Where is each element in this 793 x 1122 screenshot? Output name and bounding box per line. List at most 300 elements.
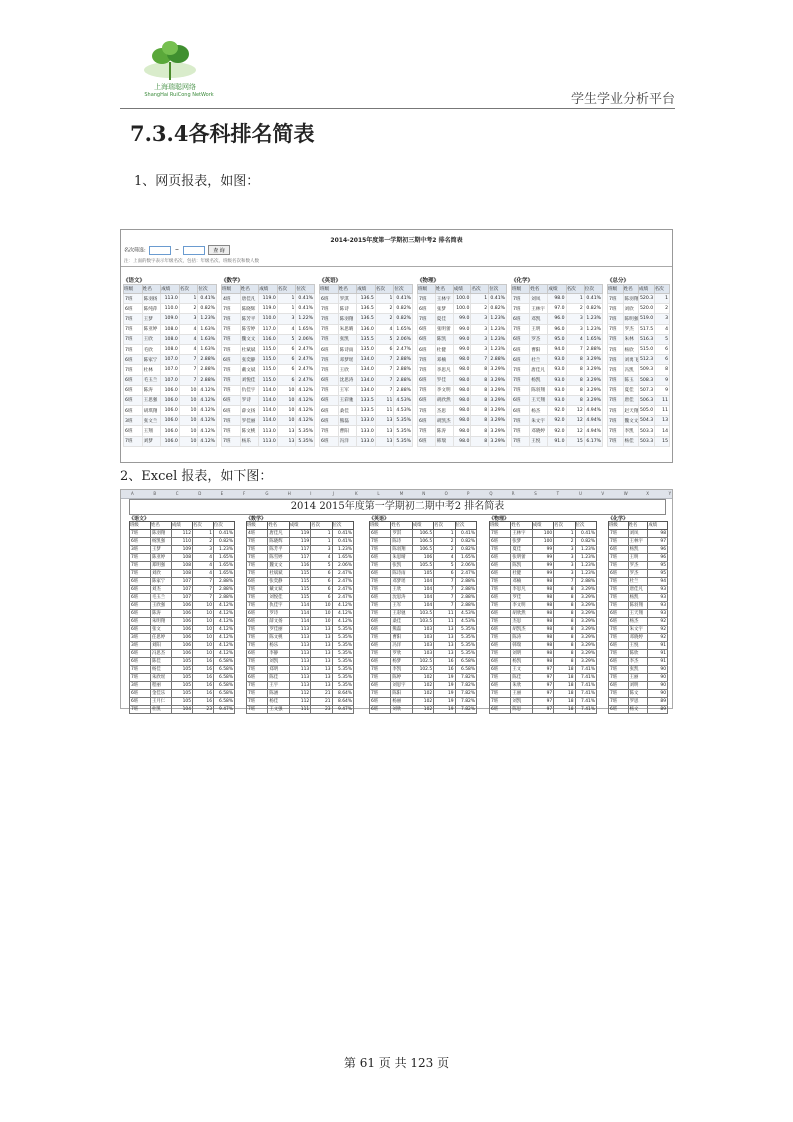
- table-cell: 王思强: [142, 395, 161, 405]
- table-cell: 杨佳: [268, 697, 289, 705]
- table-cell: 13: [311, 681, 332, 689]
- table-cell: 98.0: [453, 395, 471, 405]
- table-cell: 7班: [370, 545, 391, 553]
- table-row: [370, 689, 477, 697]
- table-row: [124, 395, 217, 405]
- table-row: [130, 569, 235, 577]
- table-cell: 3: [471, 314, 489, 324]
- table-cell: 91: [648, 657, 668, 665]
- table-cell: 7班: [370, 689, 391, 697]
- subject-label: 《化学》: [511, 278, 534, 284]
- table-cell: 13: [434, 633, 455, 641]
- table-cell: 4.12%: [332, 617, 353, 625]
- subject-label: 《数学》: [221, 278, 244, 284]
- table-row: [608, 426, 670, 436]
- table-row: [609, 529, 668, 537]
- table-cell: 7班: [222, 365, 241, 375]
- table-cell: 7班: [490, 673, 511, 681]
- table-cell: 陈凯: [435, 334, 453, 344]
- table-cell: 6班: [320, 406, 339, 416]
- table-cell: 4: [375, 324, 394, 334]
- table-cell: 6: [311, 577, 332, 585]
- table-cell: 4: [179, 324, 198, 334]
- table-cell: 王梦: [151, 545, 172, 553]
- table-cell: 7班: [609, 689, 629, 697]
- table-cell: 92.0: [548, 426, 566, 436]
- table-cell: 刘杰: [151, 585, 172, 593]
- table-cell: 戴文斌: [268, 585, 289, 593]
- table-cell: 桑佳: [391, 617, 412, 625]
- column-letter: G: [265, 491, 269, 496]
- table-cell: 10: [179, 426, 198, 436]
- excel-rank-table: [246, 521, 354, 714]
- table-cell: 106.5: [412, 529, 433, 537]
- table-cell: 97: [648, 537, 668, 545]
- table-cell: 13: [654, 416, 670, 426]
- query-button[interactable]: 查 询: [208, 245, 229, 255]
- table-row: [320, 324, 413, 334]
- table-cell: 2.88%: [584, 344, 602, 354]
- table-cell: 6班: [609, 657, 629, 665]
- table-cell: 2.47%: [455, 569, 476, 577]
- table-cell: 4.53%: [455, 609, 476, 617]
- table-cell: 21: [311, 697, 332, 705]
- table-cell: 韩瑞: [435, 436, 453, 446]
- table-cell: 7班: [608, 304, 624, 314]
- table-cell: 98.0: [453, 355, 471, 365]
- filter-note: 注：上面的数字表示年级名次，包括：年级名次、班级名次和数人数: [124, 259, 259, 264]
- table-cell: 93.0: [548, 375, 566, 385]
- table-cell: 7班: [130, 553, 151, 561]
- table-row: [222, 406, 315, 416]
- table-cell: 107: [172, 585, 193, 593]
- table-cell: 6: [311, 569, 332, 577]
- table-row: [247, 665, 354, 673]
- table-cell: 邓梦瑶: [391, 577, 412, 585]
- table-cell: 8: [554, 641, 575, 649]
- web-subject-block: [607, 276, 670, 447]
- table-row: [320, 385, 413, 395]
- table-cell: 104: [412, 601, 433, 609]
- table-cell: 1.23%: [198, 314, 217, 324]
- table-cell: 136.5: [357, 314, 376, 324]
- table-cell: 张奕静: [268, 577, 289, 585]
- table-cell: 119: [289, 529, 310, 537]
- table-cell: 3: [654, 314, 670, 324]
- table-row: [512, 416, 603, 426]
- table-cell: 11: [654, 406, 670, 416]
- table-cell: 5.35%: [394, 426, 413, 436]
- table-row: [512, 304, 603, 314]
- table-cell: 115: [289, 577, 310, 585]
- table-cell: 13: [311, 625, 332, 633]
- column-header: 成绩: [161, 285, 180, 294]
- table-row: [512, 426, 603, 436]
- table-cell: 8: [554, 593, 575, 601]
- table-cell: 张梦: [511, 537, 532, 545]
- table-cell: 102: [412, 681, 433, 689]
- table-cell: 7班: [247, 553, 268, 561]
- table-cell: 7班: [370, 665, 391, 673]
- table-cell: 16: [193, 673, 214, 681]
- table-cell: 7班: [320, 334, 339, 344]
- table-cell: 胡欣然: [511, 609, 532, 617]
- table-cell: 114.0: [259, 416, 278, 426]
- table-cell: 6班: [609, 681, 629, 689]
- table-cell: 8: [471, 395, 489, 405]
- table-row: [608, 406, 670, 416]
- table-cell: 魏文文: [268, 561, 289, 569]
- table-row: [512, 314, 603, 324]
- column-letter: V: [601, 491, 605, 496]
- table-row: [370, 553, 477, 561]
- table-cell: 2.88%: [575, 577, 596, 585]
- table-cell: 7.41%: [575, 665, 596, 673]
- table-cell: 113: [289, 633, 310, 641]
- table-cell: 冯凯: [623, 365, 639, 375]
- table-cell: 刘明: [628, 681, 648, 689]
- table-cell: 曹阳: [530, 344, 548, 354]
- table-cell: 6: [654, 344, 670, 354]
- table-cell: 夏佳: [623, 385, 639, 395]
- table-cell: 7: [375, 355, 394, 365]
- table-cell: 7班: [247, 641, 268, 649]
- column-header: 位次: [394, 285, 413, 294]
- table-cell: 刘明: [511, 649, 532, 657]
- column-letter: L: [377, 491, 380, 496]
- column-header-bar: [121, 490, 672, 499]
- filter-label: 名次筛选:: [124, 247, 146, 254]
- column-letter: H: [287, 491, 291, 496]
- column-header: 成绩: [453, 285, 471, 294]
- column-header: 名次: [179, 285, 198, 294]
- table-cell: 6班: [512, 395, 530, 405]
- table-row: [370, 601, 477, 609]
- table-row: [130, 689, 235, 697]
- table-cell: 18: [554, 697, 575, 705]
- rank-from-input[interactable]: [149, 246, 171, 255]
- table-cell: 7班: [130, 561, 151, 569]
- logo-text-en: ShangHai RuiCong NetWork: [144, 92, 214, 98]
- table-cell: 7班: [247, 537, 268, 545]
- table-cell: 5.35%: [332, 641, 353, 649]
- table-cell: 7.82%: [455, 681, 476, 689]
- table-cell: 136.0: [357, 324, 376, 334]
- table-cell: 杨梦: [391, 657, 412, 665]
- table-cell: 朱文宇: [530, 416, 548, 426]
- table-cell: 0.82%: [575, 537, 596, 545]
- table-cell: 107.0: [161, 355, 180, 365]
- table-cell: 1: [554, 529, 575, 537]
- table-cell: 王天翔: [628, 609, 648, 617]
- table-cell: 3.29%: [584, 355, 602, 365]
- table-cell: 98: [532, 585, 553, 593]
- table-row: [490, 633, 597, 641]
- table-cell: 111: [289, 705, 310, 713]
- table-cell: 6班: [370, 681, 391, 689]
- table-cell: 杨凯: [530, 375, 548, 385]
- table-cell: 90: [648, 681, 668, 689]
- table-cell: 6班: [222, 395, 241, 405]
- table-cell: 王翔: [142, 426, 161, 436]
- table-cell: 114.0: [259, 385, 278, 395]
- table-row: [320, 406, 413, 416]
- table-cell: 6班: [512, 406, 530, 416]
- table-cell: 9: [654, 385, 670, 395]
- table-row: [490, 689, 597, 697]
- table-cell: 8: [566, 365, 584, 375]
- subject-label: 《英语》: [319, 278, 342, 284]
- column-header: 成绩: [648, 522, 668, 530]
- platform-name: 学生学业分析平台: [570, 92, 675, 107]
- table-row: [370, 705, 477, 713]
- table-cell: 6班: [124, 385, 143, 395]
- table-cell: 108: [172, 569, 193, 577]
- excel-subject-block: [129, 515, 235, 714]
- table-row: [124, 344, 217, 354]
- table-cell: 93.0: [548, 395, 566, 405]
- table-cell: 7班: [512, 294, 530, 304]
- table-cell: 110: [172, 537, 193, 545]
- table-cell: 6班: [418, 375, 436, 385]
- table-cell: 97: [532, 705, 553, 713]
- excel-subject-block: [246, 515, 354, 714]
- table-row: [124, 355, 217, 365]
- table-cell: 李凯: [391, 665, 412, 673]
- table-cell: 陈佳: [151, 657, 172, 665]
- table-cell: 王欣: [142, 334, 161, 344]
- table-cell: 唐佳凡: [240, 294, 259, 304]
- table-cell: 李静: [268, 649, 289, 657]
- table-row: [609, 625, 668, 633]
- table-cell: 105: [172, 673, 193, 681]
- table-cell: 2.88%: [394, 365, 413, 375]
- table-cell: 10: [179, 395, 198, 405]
- table-cell: 6班: [370, 529, 391, 537]
- table-cell: 6班: [490, 593, 511, 601]
- column-header: 名次: [471, 285, 489, 294]
- table-cell: 0.82%: [489, 304, 507, 314]
- table-cell: 0.41%: [332, 529, 353, 537]
- table-cell: 117: [289, 553, 310, 561]
- table-cell: 7.41%: [575, 689, 596, 697]
- table-cell: 杨乐: [240, 436, 259, 446]
- table-row: [130, 681, 235, 689]
- column-header: 成绩: [639, 285, 655, 294]
- table-cell: 6班: [609, 545, 629, 553]
- table-cell: 116: [289, 561, 310, 569]
- table-cell: 胡凯杰: [511, 625, 532, 633]
- table-cell: 2.47%: [332, 593, 353, 601]
- table-row: [490, 585, 597, 593]
- table-cell: 7班: [247, 545, 268, 553]
- table-cell: 8: [554, 609, 575, 617]
- table-cell: 王文: [511, 665, 532, 673]
- table-cell: 4.12%: [198, 426, 217, 436]
- table-cell: 13: [311, 665, 332, 673]
- table-cell: 113.0: [259, 436, 278, 446]
- table-cell: 7班: [418, 355, 436, 365]
- table-cell: 陈欣: [628, 649, 648, 657]
- table-row: [418, 375, 507, 385]
- excel-subject-block: [608, 515, 668, 714]
- table-cell: 熊磊: [338, 416, 357, 426]
- table-cell: 仇佳宇: [268, 601, 289, 609]
- table-cell: 3.29%: [575, 641, 596, 649]
- table-cell: 5.35%: [455, 633, 476, 641]
- table-row: [247, 625, 354, 633]
- table-cell: 5.35%: [332, 665, 353, 673]
- excel-subject-block: [369, 515, 477, 714]
- table-cell: 邓凯: [530, 314, 548, 324]
- table-cell: 6班: [124, 406, 143, 416]
- table-cell: 李文明: [511, 601, 532, 609]
- web-rank-table: [123, 284, 217, 447]
- table-cell: 90: [648, 689, 668, 697]
- table-cell: 96: [648, 553, 668, 561]
- table-cell: 113: [289, 625, 310, 633]
- table-cell: 106.0: [161, 426, 180, 436]
- table-cell: 陈文桃: [268, 633, 289, 641]
- table-cell: 98.0: [453, 436, 471, 446]
- table-cell: 106.0: [161, 416, 180, 426]
- table-cell: 93: [648, 593, 668, 601]
- table-row: [370, 577, 477, 585]
- column-header: 名次: [434, 522, 455, 530]
- table-cell: 8: [471, 406, 489, 416]
- table-cell: 4: [311, 553, 332, 561]
- column-letter: N: [422, 491, 426, 496]
- table-row: [130, 633, 235, 641]
- table-cell: 10: [193, 617, 214, 625]
- table-cell: 7班: [222, 344, 241, 354]
- table-row: [124, 375, 217, 385]
- tree-logo-icon: [142, 40, 198, 82]
- table-cell: 陈涛: [142, 385, 161, 395]
- table-cell: 1.65%: [296, 324, 315, 334]
- table-row: [370, 617, 477, 625]
- table-row: [609, 665, 668, 673]
- table-row: [130, 649, 235, 657]
- table-row: [609, 633, 668, 641]
- table-row: [609, 577, 668, 585]
- table-cell: 7班: [418, 365, 436, 375]
- subject-label: 《化学》: [608, 516, 629, 522]
- table-cell: 98: [532, 649, 553, 657]
- table-cell: 7: [193, 593, 214, 601]
- table-cell: 6班: [490, 681, 511, 689]
- table-cell: 6.58%: [214, 681, 235, 689]
- table-row: [320, 436, 413, 446]
- table-cell: 1.65%: [455, 553, 476, 561]
- table-cell: 6班: [247, 617, 268, 625]
- table-cell: 朱欣瑶: [151, 673, 172, 681]
- table-cell: 18: [554, 689, 575, 697]
- table-cell: 113: [289, 665, 310, 673]
- table-cell: 2.88%: [198, 375, 217, 385]
- table-cell: 3班: [124, 416, 143, 426]
- table-cell: 邓晓婷: [530, 426, 548, 436]
- table-cell: 507.3: [639, 385, 655, 395]
- table-cell: 7班: [490, 545, 511, 553]
- table-row: [247, 633, 354, 641]
- table-cell: 陈诗: [338, 304, 357, 314]
- table-cell: 10: [193, 609, 214, 617]
- table-cell: 5.35%: [394, 416, 413, 426]
- table-cell: 4.12%: [214, 633, 235, 641]
- table-cell: 刘欣: [391, 705, 412, 713]
- table-cell: 2.88%: [214, 577, 235, 585]
- table-row: [247, 609, 354, 617]
- table-cell: 133.0: [357, 426, 376, 436]
- table-cell: 6班: [124, 426, 143, 436]
- table-cell: 唐佳凡: [268, 529, 289, 537]
- table-cell: 陈诗雨: [391, 569, 412, 577]
- table-cell: 桑佳: [338, 406, 357, 416]
- table-row: [490, 561, 597, 569]
- table-cell: 1.23%: [584, 324, 602, 334]
- table-cell: 7班: [222, 436, 241, 446]
- table-cell: 7班: [370, 609, 391, 617]
- table-cell: 7班: [130, 665, 151, 673]
- table-cell: 6班: [320, 416, 339, 426]
- table-row: [370, 625, 477, 633]
- table-cell: 1: [566, 294, 584, 304]
- subject-label: 《数学》: [246, 516, 267, 522]
- table-cell: 6班: [130, 601, 151, 609]
- table-cell: 103: [412, 641, 433, 649]
- table-cell: 薛文扬: [240, 406, 259, 416]
- table-row: [608, 355, 670, 365]
- table-cell: 7班: [247, 593, 268, 601]
- rank-to-input[interactable]: [183, 246, 205, 255]
- table-cell: 106: [172, 601, 193, 609]
- column-header: 位次: [584, 285, 602, 294]
- table-row: [222, 436, 315, 446]
- table-cell: 97: [532, 665, 553, 673]
- company-logo: [130, 40, 214, 102]
- table-cell: 3.29%: [584, 385, 602, 395]
- table-cell: 杨凯: [628, 545, 648, 553]
- column-letter: M: [399, 491, 404, 496]
- table-cell: 520.0: [639, 304, 655, 314]
- table-cell: 6班: [370, 553, 391, 561]
- table-cell: 16: [193, 689, 214, 697]
- table-cell: 6: [311, 593, 332, 601]
- table-cell: 105: [412, 569, 433, 577]
- table-cell: 6班: [124, 395, 143, 405]
- table-cell: 朱思晴: [391, 553, 412, 561]
- column-header: 班级: [418, 285, 436, 294]
- table-cell: 7班: [247, 625, 268, 633]
- table-cell: 8: [566, 385, 584, 395]
- table-cell: 8: [554, 657, 575, 665]
- column-header: 班级: [247, 522, 268, 530]
- table-cell: 95: [648, 561, 668, 569]
- table-cell: 0.41%: [584, 294, 602, 304]
- table-cell: 98.0: [548, 294, 566, 304]
- column-header: 位次: [489, 285, 507, 294]
- table-cell: 106: [172, 609, 193, 617]
- table-cell: 6班: [490, 641, 511, 649]
- table-cell: 10: [311, 601, 332, 609]
- table-cell: 陈玉: [623, 375, 639, 385]
- table-row: [222, 304, 315, 314]
- table-cell: 8.64%: [332, 689, 353, 697]
- table-cell: 5.35%: [455, 625, 476, 633]
- table-cell: 陈涛: [511, 633, 532, 641]
- table-cell: 100: [532, 529, 553, 537]
